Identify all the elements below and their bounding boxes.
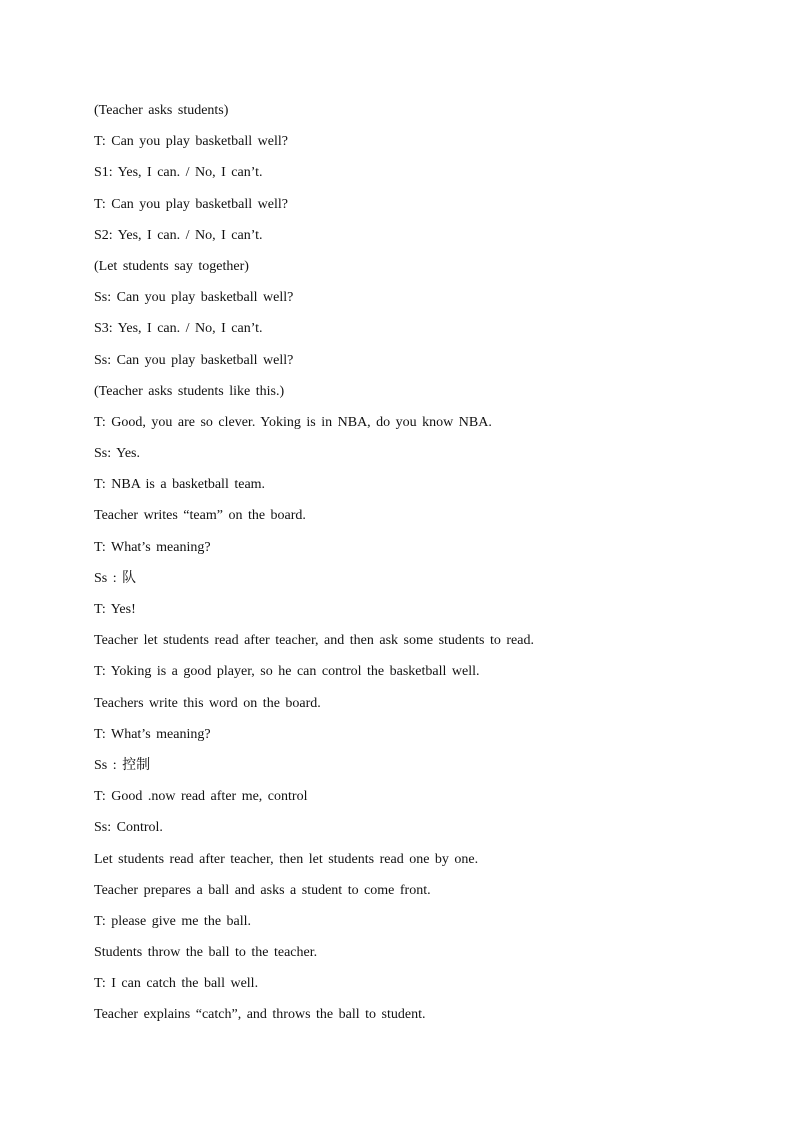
text-line: T: Can you play basketball well?: [94, 134, 288, 150]
text-line: (Teacher asks students): [94, 103, 229, 118]
text-line: Teacher writes “team” on the board.: [94, 508, 306, 524]
text-line: S2: Yes, I can. / No, I can’t.: [94, 227, 263, 243]
text-line: (Let students say together): [94, 258, 249, 274]
text-line: T: Yes!: [94, 602, 136, 617]
text-line: Students throw the ball to the teacher.: [94, 945, 318, 961]
text-line: Ss: Yes.: [94, 446, 140, 462]
text-line: Ss: Can you play basketball well?: [94, 352, 294, 368]
text-line: T: Can you play basketball well?: [94, 196, 288, 212]
text-line: Ss : 控制: [94, 757, 151, 773]
text-line: T: NBA is a basketball team.: [94, 477, 266, 493]
text-line: T: please give me the ball.: [94, 913, 252, 929]
text-line: Teacher explains “catch”, and throws the ball to student.: [94, 1007, 426, 1023]
text-line: T: Good .now read after me, control: [94, 789, 308, 805]
text-line: Ss : 队: [94, 570, 137, 586]
text-line: Ss: Can you play basketball well?: [94, 290, 294, 306]
dialogue-lines: [94, 98, 734, 1034]
text-line: Teacher prepares a ball and asks a student to come front.: [94, 882, 431, 898]
text-line: S3: Yes, I can. / No, I can’t.: [94, 321, 263, 337]
text-line: Let students read after teacher, then let students read one by one.: [94, 851, 479, 867]
text-line: T: Yoking is a good player, so he can control the basketball well.: [94, 664, 480, 680]
text-line: Teacher let students read after teacher, and then ask some students to read.: [94, 633, 534, 649]
text-line: T: I can catch the ball well.: [94, 976, 259, 992]
text-line: T: Good, you are so clever. Yoking is in NBA, do you know NBA.: [94, 414, 492, 430]
text-line: T: What’s meaning?: [94, 726, 211, 742]
text-line: Ss: Control.: [94, 820, 163, 836]
text-line: T: What’s meaning?: [94, 539, 211, 555]
text-line: (Teacher asks students like this.): [94, 383, 285, 399]
text-line: Teachers write this word on the board.: [94, 695, 321, 711]
text-line: S1: Yes, I can. / No, I can’t.: [94, 165, 263, 181]
